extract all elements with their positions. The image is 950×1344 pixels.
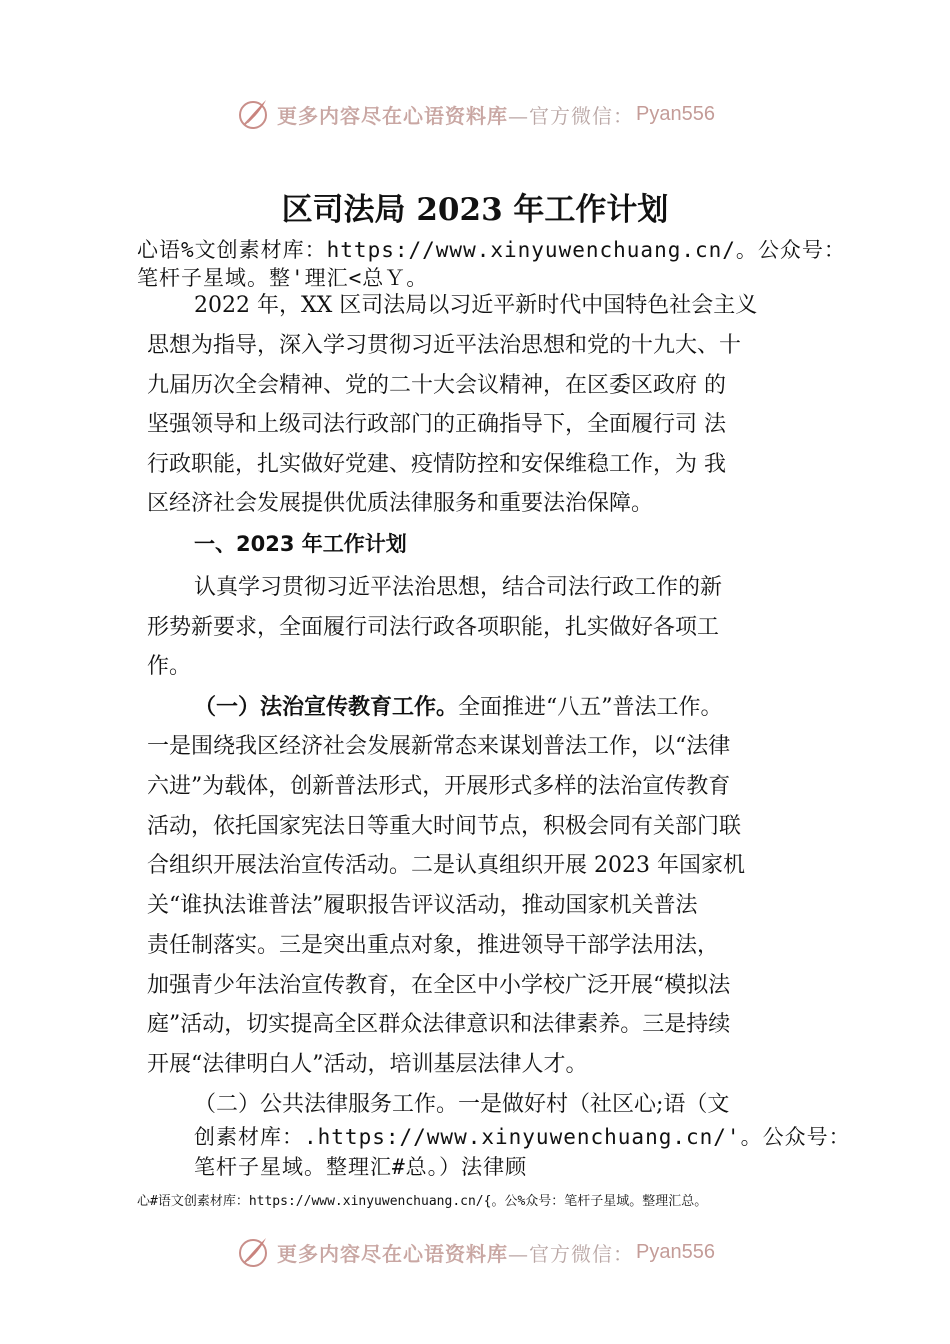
section-line: 作。 bbox=[147, 654, 192, 679]
item-line: 活动，依托国家宪法日等重大时间节点，积极会同有关部门联 bbox=[147, 814, 742, 839]
item-line: 庭”活动，切实提高全区群众法律意识和法律素养。三是持续 bbox=[147, 1012, 731, 1037]
item-line: 关“谁执法谁普法”履职报告评议活动，推动国家机关普法 bbox=[147, 893, 698, 918]
header-banner bbox=[0, 94, 950, 134]
item-line: 开展“法律明白人”活动，培训基层法律人才。 bbox=[147, 1052, 588, 1077]
banner-brand: 更多内容尽在心语资料库 bbox=[277, 103, 509, 128]
watermark-line: 笔杆子星域。整'理汇<总Ｙ。 bbox=[137, 266, 429, 290]
section-line: 认真学习贯彻习近平法治思想，结合司法行政工作的新 bbox=[194, 575, 723, 600]
item-line: 六进”为载体，创新普法形式，开展形式多样的法治宣传教育 bbox=[147, 774, 731, 799]
intro-line: 思想为指导，深入学习贯彻习近平法治思想和党的十九大、十 bbox=[147, 333, 742, 358]
item-heading: （一）法治宣传教育工作。 bbox=[194, 694, 459, 720]
banner-brand: 更多内容尽在心语资料库 bbox=[277, 1241, 509, 1266]
item-line: 笔杆子星域。整理汇#总。）法律顾 bbox=[194, 1155, 528, 1179]
item-line: （二）公共法律服务工作。一是做好村（社区心;语（文 bbox=[194, 1092, 730, 1117]
intro-line: 2022 年，XX 区司法局以习近平新时代中国特色社会主义 bbox=[194, 293, 758, 318]
intro-line: 行政职能，扎实做好党建、疫情防控和安保维稳工作，为 我 bbox=[147, 452, 726, 477]
footer-watermark: 心#语文创素材库：https://www.xinyuwenchuang.cn/{。公%众号：笔杆子星域。整理汇总。 bbox=[137, 1194, 708, 1209]
banner-wechat-id: Pyan556 bbox=[636, 1240, 715, 1263]
item-line: 创素材库：.https://www.xinyuwenchuang.cn/'。公众号： bbox=[194, 1125, 851, 1149]
intro-line: 坚强领导和上级司法行政部门的正确指导下，全面履行司 法 bbox=[147, 412, 726, 437]
intro-line: 区经济社会发展提供优质法律服务和重要法治保障。 bbox=[147, 491, 654, 516]
item-line: 合组织开展法治宣传活动。二是认真组织开展 2023 年国家机 bbox=[147, 853, 745, 878]
banner-official-label: —官方微信： bbox=[508, 1241, 635, 1266]
item-first-line bbox=[194, 693, 723, 722]
watermark-line: 心语%文创素材库：https://www.xinyuwenchuang.cn/。公众号： bbox=[137, 238, 846, 262]
intro-line: 九届历次全会精神、党的二十大会议精神，在区委区政府 的 bbox=[147, 373, 726, 398]
item-first-rest: 全面推进“八五”普法工作。 bbox=[458, 695, 723, 720]
quill-logo-icon bbox=[235, 1234, 271, 1270]
document-title: 区司法局 2023 年工作计划 bbox=[281, 192, 669, 228]
item-line: 责任制落实。三是突出重点对象，推进领导干部学法用法， bbox=[147, 933, 720, 958]
item-line: 加强青少年法治宣传教育，在全区中小学校广泛开展“模拟法 bbox=[147, 973, 731, 998]
banner-wechat-id: Pyan556 bbox=[636, 102, 715, 125]
item-line: 一是围绕我区经济社会发展新常态来谋划普法工作，以“法律 bbox=[147, 734, 731, 759]
footer-banner bbox=[0, 1232, 950, 1272]
section-line: 形势新要求，全面履行司法行政各项职能，扎实做好各项工 bbox=[147, 615, 720, 640]
banner-official-label: —官方微信： bbox=[508, 103, 635, 128]
section-heading: 一、2023 年工作计划 bbox=[194, 532, 407, 556]
quill-logo-icon bbox=[235, 96, 271, 132]
